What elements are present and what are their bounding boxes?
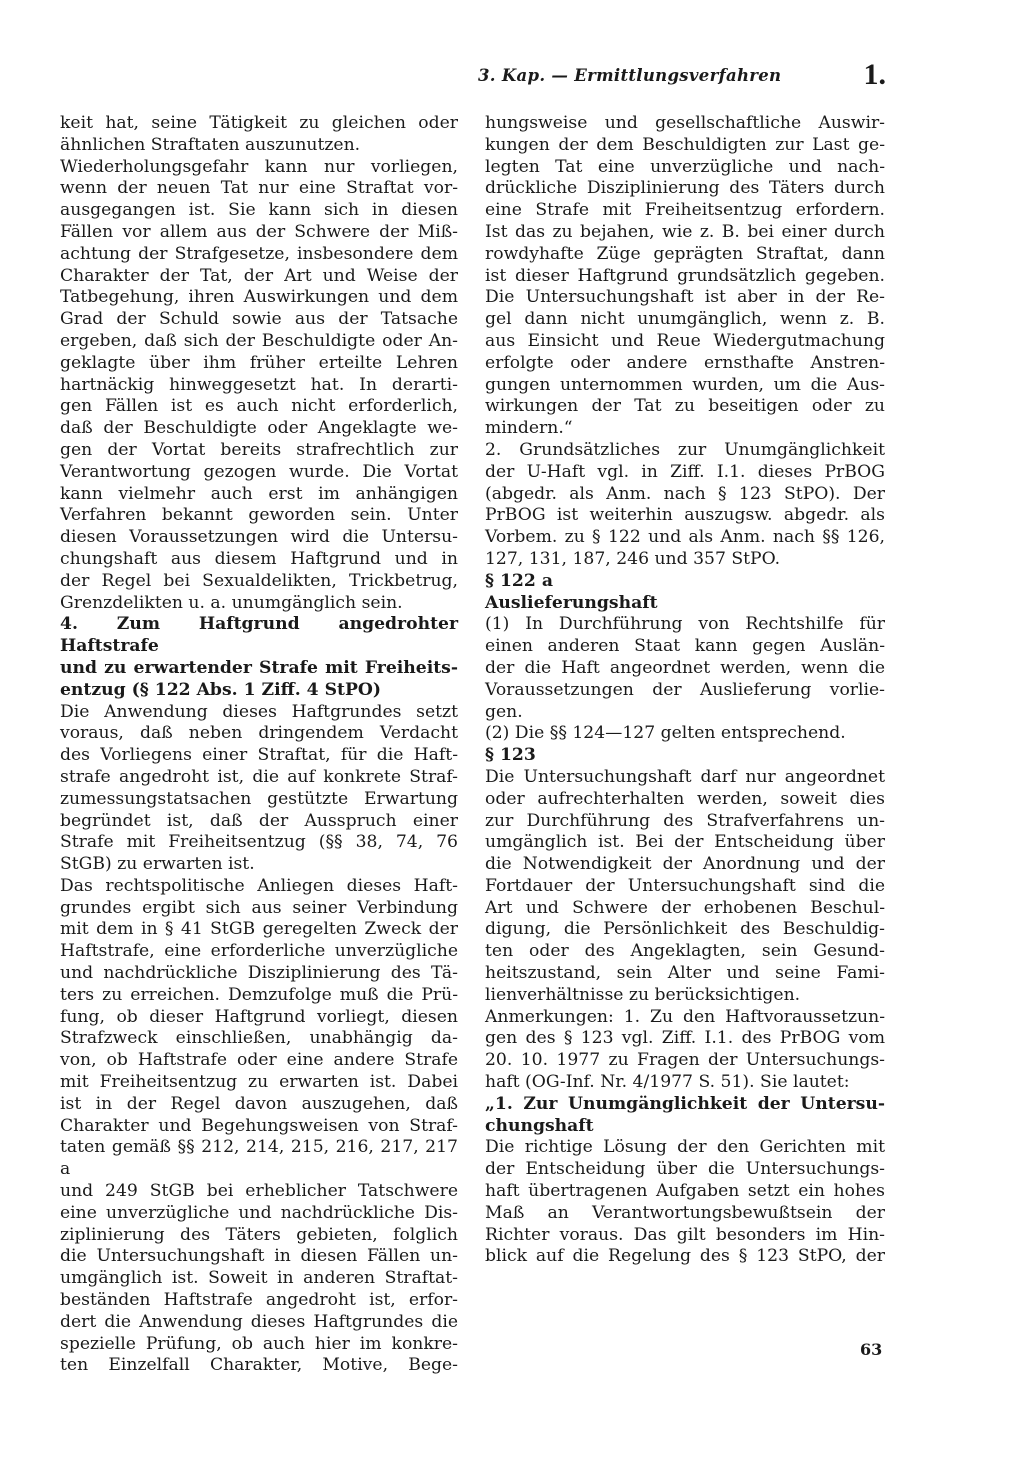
text-line: legten Tat eine unverzügliche und nach- [485,156,885,177]
text-line: kann vielmehr auch erst im anhängigen [60,483,458,504]
text-line: (2) Die §§ 124—127 gelten entsprechend. [485,723,846,744]
text-line: Die Anwendung dieses Haftgrundes setzt [60,701,458,722]
text-line: hungsweise und gesellschaftliche Auswir- [485,113,885,133]
text-line: gel dann nicht unumgänglich, wenn z. B. [485,309,885,330]
text-line: der U-Haft vgl. in Ziff. I.1. dieses PrBOG [485,461,885,482]
text-line: Grad der Schuld sowie aus der Tatsache [60,309,458,330]
text-line: Charakter der Tat, der Art und Weise der [60,265,458,286]
text-line: heitszustand, sein Alter und seine Fami- [485,963,885,984]
text-line: ters zu erreichen. Demzufolge muß die Prü- [60,984,458,1005]
right-column [485,113,885,1268]
text-line: lienverhältnisse zu berücksichtigen. [485,984,801,1005]
text-line: von, ob Haftstrafe oder eine andere Strafe [60,1050,458,1071]
text-line: oder aufrechterhalten werden, soweit dies [485,788,885,809]
text-line: Tatbegehung, ihren Auswirkungen und dem [60,287,458,308]
text-line: wirkungen der Tat zu beseitigen oder zu [485,396,885,417]
text-line: haft (OG-Inf. Nr. 4/1977 S. 51). Sie lautet: [485,1072,850,1093]
text-line: drückliche Disziplinierung des Täters durch [485,178,885,199]
text-line: strafe angedroht ist, die auf konkrete Straf- [60,766,458,787]
text-line: Verantwortung gezogen wurde. Die Vortat [60,461,458,482]
text-line: erfolgte oder andere ernsthafte Anstren- [485,352,885,373]
text-line: Fällen vor allem aus der Schwere der Miß- [60,221,458,242]
text-line: keit hat, seine Tätigkeit zu gleichen oder [60,113,458,133]
text-line: beständen Haftstrafe angedroht ist, erfor- [60,1290,458,1311]
text-line: Verfahren bekannt geworden sein. Unter [60,505,458,526]
text-line: daß der Beschuldigte oder Angeklagte we- [60,418,458,439]
text-line: ausgegangen ist. Sie kann sich in diesen [60,200,458,221]
text-line: chungshaft [485,1115,594,1136]
page-number: 63 [860,1340,883,1359]
text-line: StGB) zu erwarten ist. [60,854,255,875]
chapter-number: 1. [863,58,886,91]
text-line: entzug (§ 122 Abs. 1 Ziff. 4 StPO) [60,679,382,700]
text-line: zur Durchführung des Strafverfahrens un- [485,810,885,831]
text-line: des Vorliegens einer Straftat, für die Haft- [60,745,458,766]
text-line: 127, 131, 187, 246 und 357 StPO. [485,548,781,569]
text-line: Anmerkungen: 1. Zu den Haftvoraussetzun- [485,1006,885,1027]
text-line: Die Untersuchungshaft ist aber in der Re- [485,287,885,308]
text-line: und 249 StGB bei erheblicher Tatschwere [60,1181,458,1202]
text-line: dert die Anwendung dieses Haftgrundes die [60,1311,458,1332]
text-line: Die richtige Lösung der den Gerichten mit [485,1137,885,1158]
text-line: Das rechtspolitische Anliegen dieses Haft- [60,875,458,896]
text-line: ist dieser Haftgrund grundsätzlich gegeben. [485,265,885,286]
text-line: Vorbem. zu § 122 und als Anm. nach §§ 126, [485,527,885,548]
text-line: mit dem in § 41 StGB geregelten Zweck der [60,919,458,940]
text-line: einen anderen Staat kann gegen Auslän- [485,636,885,657]
text-line: und zu erwartender Strafe mit Freiheits- [60,657,458,678]
text-line: spezielle Prüfung, ob auch hier im konkre- [60,1333,458,1354]
text-line: Strafzweck einschließen, unabhängig da- [60,1028,458,1049]
text-line: eine Strafe mit Freiheitsentzug erfordern. [485,200,885,221]
text-line: Strafe mit Freiheitsentzug (§§ 38, 74, 76 [60,832,458,853]
text-line: 20. 10. 1977 zu Fragen der Untersuchungs- [485,1050,885,1071]
text-line: Richter voraus. Das gilt besonders im Hin- [485,1224,885,1245]
text-line: Voraussetzungen der Auslieferung vorlie- [485,679,885,700]
text-line: Fortdauer der Untersuchungshaft sind die [485,875,885,896]
text-line: ten Einzelfall Charakter, Motive, Bege- [60,1355,458,1376]
text-line: diesen Voraussetzungen wird die Untersu- [60,527,458,548]
text-line: ergeben, daß sich der Beschuldigte oder An- [60,330,458,351]
text-line: chungshaft aus diesem Haftgrund und in [60,548,458,569]
text-line: begründet ist, daß der Ausspruch einer [60,810,458,831]
text-line: PrBOG ist weiterhin auszugsw. abgedr. als [485,505,885,526]
text-line: eine unverzügliche und nachdrückliche Dis- [60,1202,458,1223]
left-column [60,113,458,1377]
text-line: „1. Zur Unumgänglichkeit der Untersu- [485,1093,885,1114]
text-line: geklagte über ihm früher erteilte Lehren [60,352,458,373]
text-line: gen des § 123 vgl. Ziff. I.1. des PrBOG vom [485,1028,885,1049]
text-line: Charakter und Begehungsweisen von Straf- [60,1115,458,1136]
text-line: hartnäckig hinweggesetzt hat. In derarti- [60,374,458,395]
text-line: Auslieferungshaft [485,592,658,613]
text-line: die Notwendigkeit der Anordnung und der [485,854,885,875]
text-line: der die Haft angeordnet werden, wenn die [485,657,885,678]
text-line: gen Fällen ist es auch nicht erforderlich, [60,396,458,417]
text-line: voraus, daß neben dringendem Verdacht [60,723,458,744]
text-line: umgänglich ist. Soweit in anderen Straftat- [60,1268,458,1289]
text-line: Grenzdelikten u. a. unumgänglich sein. [60,592,403,613]
text-line: blick auf die Regelung des § 123 StPO, der [485,1246,885,1267]
text-line: Die Untersuchungshaft darf nur angeordnet [485,766,885,787]
text-line: mindern.“ [485,418,573,439]
text-line: der Entscheidung über die Untersuchungs- [485,1159,885,1180]
text-line: 4. Zum Haftgrund angedrohter Haftstrafe [60,614,458,657]
text-line: Haftstrafe, eine erforderliche unverzügliche [60,941,458,962]
text-line: taten gemäß §§ 212, 214, 215, 216, 217, 217 a [60,1137,458,1180]
text-line: rowdyhafte Züge geprägten Straftat, dann [485,243,885,264]
text-line: ten oder des Angeklagten, sein Gesund- [485,941,885,962]
text-line: ziplinierung des Täters gebieten, folglich [60,1224,458,1245]
text-line: der Regel bei Sexualdelikten, Trickbetrug, [60,570,458,591]
text-line: und nachdrückliche Disziplinierung des Tä- [60,963,458,984]
text-line: Ist das zu bejahen, wie z. B. bei einer durch [485,221,885,242]
text-line: gen. [485,701,523,722]
text-line: § 123 [485,745,536,766]
running-header [472,58,892,98]
text-line: fung, ob dieser Haftgrund vorliegt, diesen [60,1006,458,1027]
text-line: § 122 a [485,570,553,591]
text-line: gungen unternommen wurden, um die Aus- [485,374,885,395]
text-line: (1) In Durchführung von Rechtshilfe für [485,614,885,635]
text-line: (abgedr. als Anm. nach § 123 StPO). Der [485,483,885,504]
text-line: ist in der Regel davon auszugehen, daß [60,1093,458,1114]
text-line: Maß an Verantwortungsbewußtsein der [485,1202,885,1223]
chapter-title: 3. Kap. — Ermittlungsverfahren [478,66,782,85]
text-line: kungen der dem Beschuldigten zur Last ge- [485,134,885,155]
text-line: haft übertragenen Aufgaben setzt ein hohes [485,1181,885,1202]
text-line: mit Freiheitsentzug zu erwarten ist. Dabei [60,1072,458,1093]
text-line: umgänglich ist. Bei der Entscheidung über [485,832,885,853]
text-line: aus Einsicht und Reue Wiedergutmachung [485,330,885,351]
text-line: 2. Grundsätzliches zur Unumgänglichkeit [485,439,885,460]
text-line: Wiederholungsgefahr kann nur vorliegen, [60,156,458,177]
text-line: die Untersuchungshaft in diesen Fällen un- [60,1246,458,1267]
text-line: digung, die Persönlichkeit des Beschuldig- [485,919,885,940]
text-line: grundes ergibt sich aus seiner Verbindung [60,897,458,918]
text-line: gen der Vortat bereits strafrechtlich zur [60,439,458,460]
text-line: Art und Schwere der erhobenen Beschul- [485,897,885,918]
text-line: ähnlichen Straftaten auszunutzen. [60,134,361,155]
text-line: zumessungstatsachen gestützte Erwartung [60,788,458,809]
text-line: wenn der neuen Tat nur eine Straftat vor- [60,178,458,199]
text-line: achtung der Strafgesetze, insbesondere dem [60,243,458,264]
